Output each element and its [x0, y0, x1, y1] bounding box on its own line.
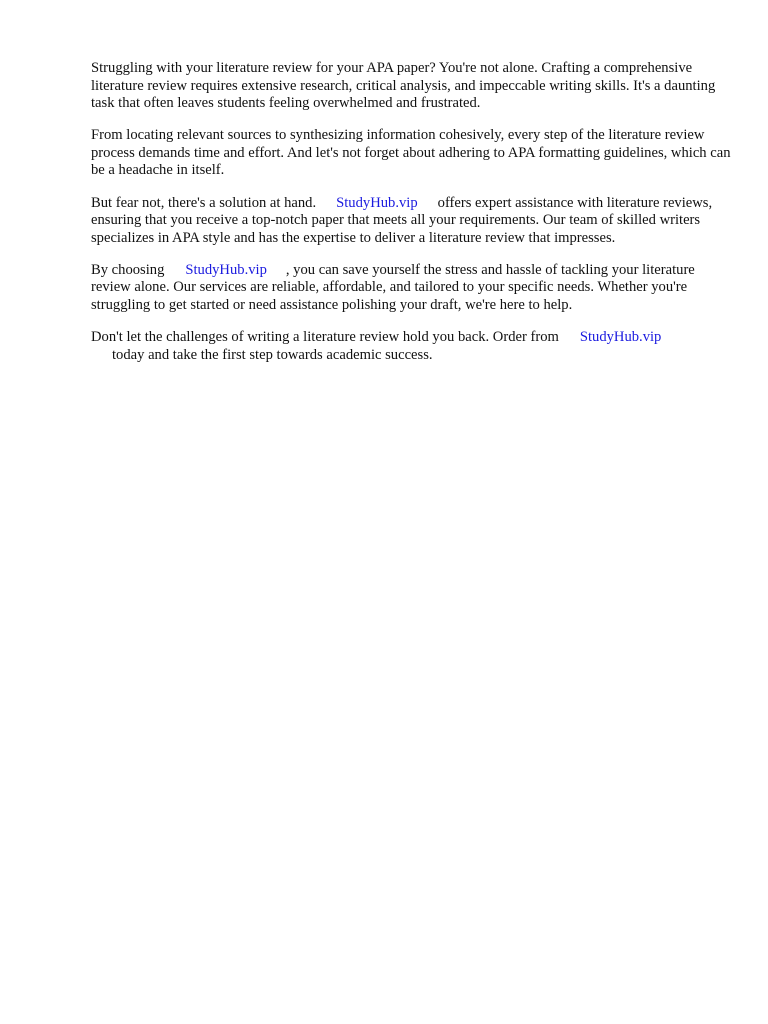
paragraph-solution: [91, 195, 731, 248]
paragraph-intro: [91, 60, 731, 113]
paragraph-process-text: From locating relevant sources to synthesizing information cohesively, every step of the literature review process demands time and effort. And let's not forget about adhering to APA formatting guidelines, which can be a headache in itself.: [91, 127, 731, 179]
paragraph-solution-after: offers expert assistance with literature reviews, ensuring that you receive a top-notch paper that meets all your requirements. Our team of skilled writers specializes in APA style and has the expertise to deliver a literature review that impresses.: [91, 194, 713, 246]
paragraph-choosing: [91, 262, 731, 315]
paragraph-choosing-before: By choosing: [91, 261, 165, 278]
document-page: [91, 60, 731, 379]
studyhub-link-choosing[interactable]: StudyHub.vip: [185, 261, 267, 278]
paragraph-intro-text: Struggling with your literature review for your APA paper? You're not alone. Crafting a comprehensive literature review requires extensive research, critical analysis, and impeccable writing skills. It's a daunting task that often leaves students feeling overwhelmed and frustrated.: [91, 60, 716, 112]
paragraph-call-to-action: [91, 329, 731, 364]
studyhub-link-solution[interactable]: StudyHub.vip: [336, 194, 418, 211]
paragraph-call-to-action-before: Don't let the challenges of writing a literature review hold you back. Order from: [91, 329, 559, 346]
paragraph-solution-before: But fear not, there's a solution at hand.: [91, 194, 317, 211]
paragraph-process: [91, 127, 731, 180]
paragraph-call-to-action-after: today and take the first step towards academic success.: [112, 346, 433, 363]
paragraph-choosing-after: , you can save yourself the stress and hassle of tackling your literature review alone. Our services are reliable, affordable, and tailored to your specific needs. Whether you're struggling to get started or need assistance polishing your draft, we're here to help.: [91, 261, 695, 314]
studyhub-link-order[interactable]: StudyHub.vip: [579, 329, 662, 346]
